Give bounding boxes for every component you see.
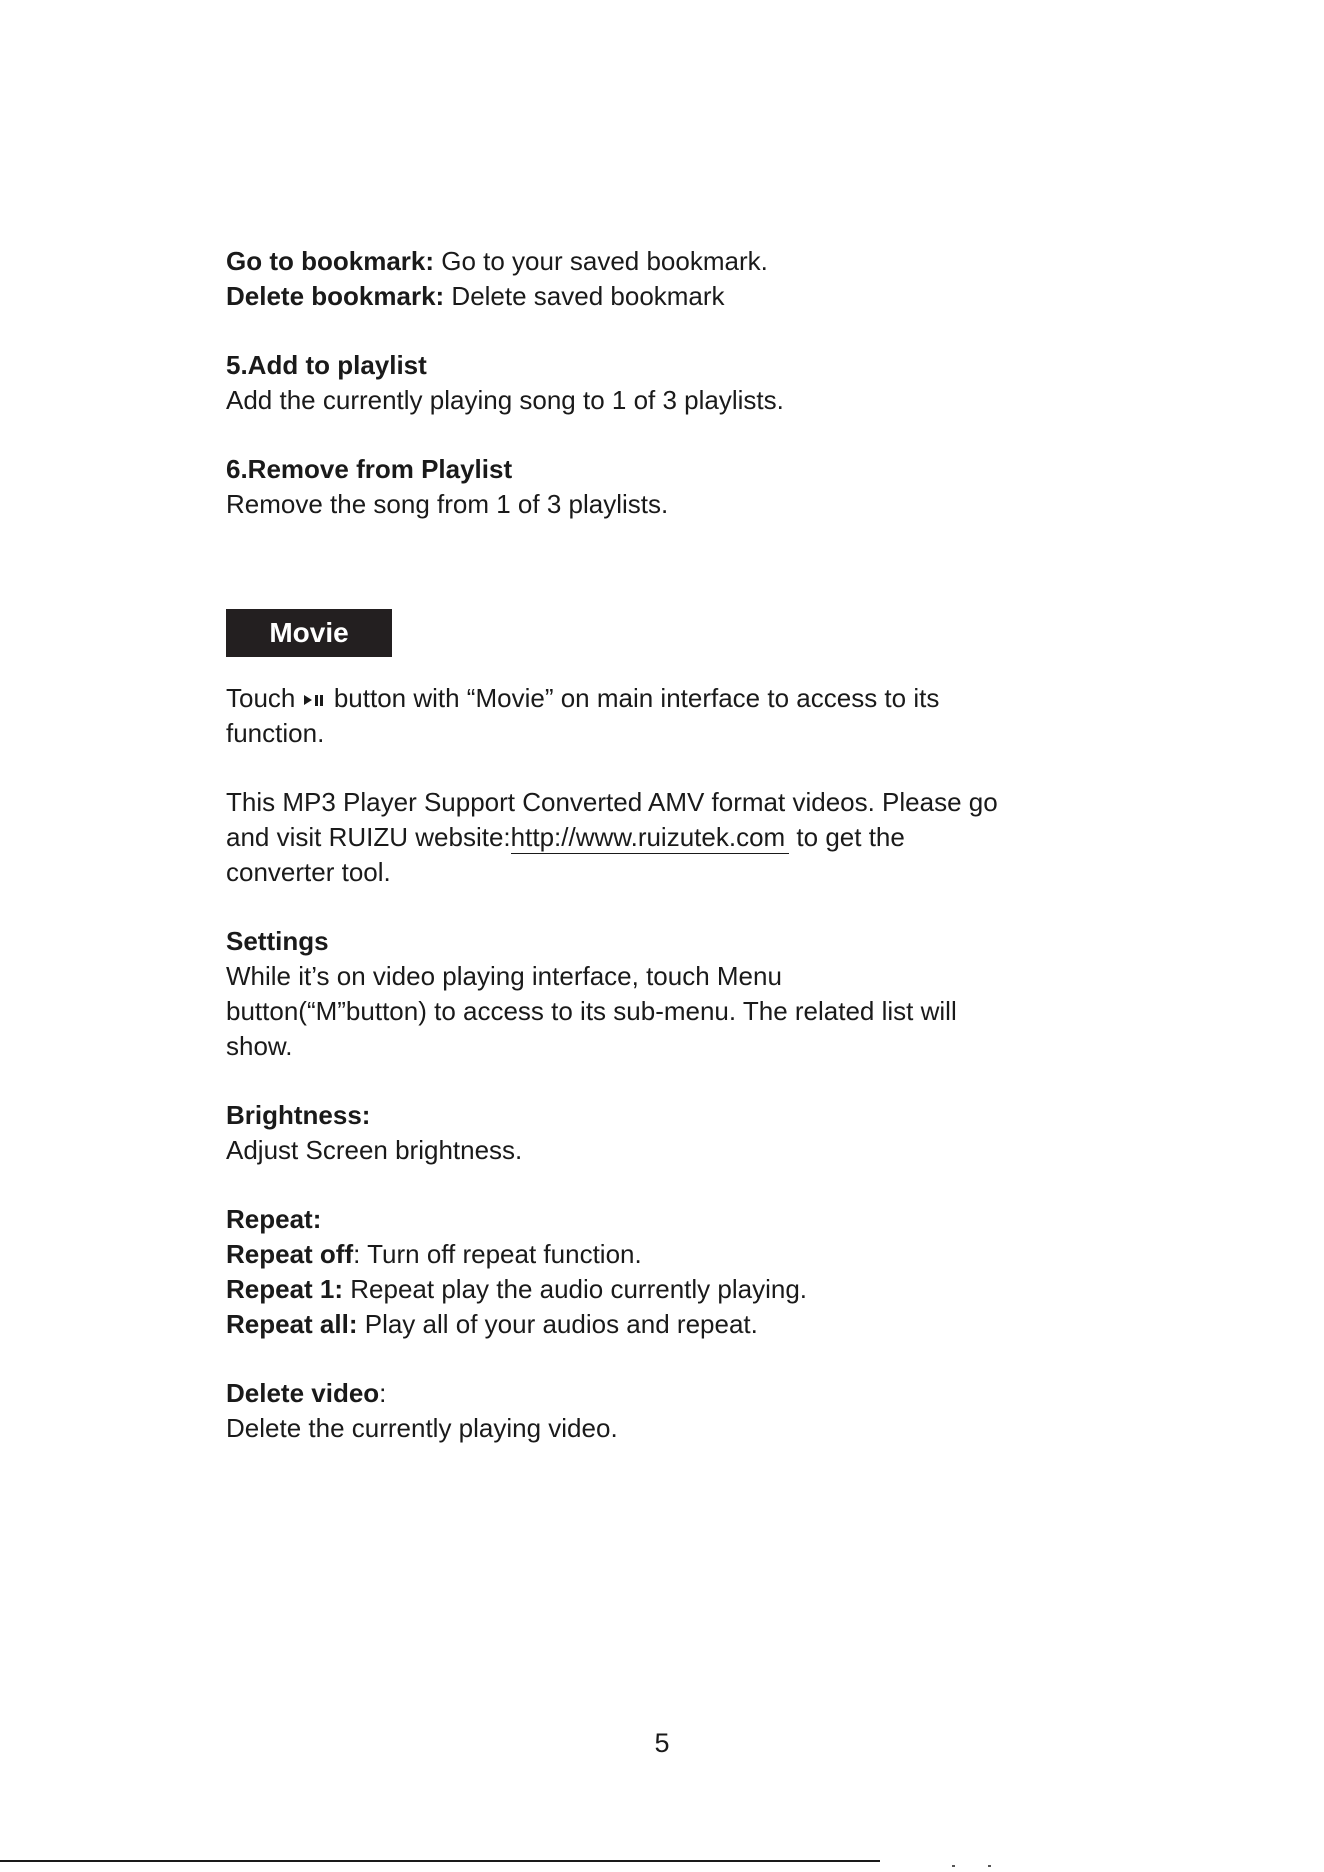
add-playlist-heading: 5.Add to playlist: [226, 350, 427, 380]
goto-bookmark-label: Go to bookmark:: [226, 246, 435, 276]
settings-line3: show.: [226, 1031, 293, 1061]
spacer: [226, 1064, 1126, 1098]
repeat-off-line: [226, 1237, 1126, 1272]
goto-bookmark-line: [226, 244, 1126, 279]
delete-bookmark-text: Delete saved bookmark: [444, 281, 725, 311]
repeat-one-text: Repeat play the audio currently playing.: [343, 1274, 807, 1304]
repeat-one-label: Repeat 1:: [226, 1274, 344, 1304]
movie-intro-line2: function.: [226, 718, 325, 748]
ruizu-website-link[interactable]: http://www.ruizutek.com: [511, 822, 790, 854]
movie-intro-after-icon: button with “Movie” on main interface to access to its: [326, 683, 940, 713]
page-content: [226, 244, 1126, 1446]
remove-playlist-heading: 6.Remove from Playlist: [226, 454, 513, 484]
spacer: [226, 418, 1126, 452]
delete-video-heading-bold: Delete video: [226, 1378, 380, 1408]
add-playlist-text: Add the currently playing song to 1 of 3 playlists.: [226, 385, 784, 415]
repeat-off-text: : Turn off repeat function.: [353, 1239, 642, 1269]
repeat-all-label: Repeat all:: [226, 1309, 358, 1339]
goto-bookmark-text: Go to your saved bookmark.: [434, 246, 768, 276]
brightness-text: Adjust Screen brightness.: [226, 1135, 523, 1165]
spacer: [226, 314, 1126, 348]
page-number: 5: [654, 1728, 670, 1758]
movie-section-title: Movie: [226, 609, 392, 657]
delete-video-heading-colon: :: [379, 1378, 387, 1408]
movie-support-line3: converter tool.: [226, 857, 391, 887]
spacer: [226, 1168, 1126, 1202]
delete-bookmark-label: Delete bookmark:: [226, 281, 445, 311]
settings-line2: button(“M”button) to access to its sub-menu. The related list will: [226, 996, 957, 1026]
movie-support-after-link: to get the: [789, 822, 905, 852]
settings-heading: Settings: [226, 926, 329, 956]
spacer: [226, 522, 1126, 609]
spacer: [226, 1342, 1126, 1376]
repeat-heading: Repeat:: [226, 1204, 322, 1234]
scan-marks-decoration: [950, 1863, 1010, 1869]
repeat-all-text: Play all of your audios and repeat.: [357, 1309, 758, 1339]
brightness-heading: Brightness:: [226, 1100, 371, 1130]
play-pause-icon: [303, 692, 325, 708]
settings-line1: While it’s on video playing interface, touch Menu: [226, 961, 782, 991]
delete-bookmark-line: [226, 279, 1126, 314]
movie-support-line2: [226, 820, 1126, 855]
movie-intro-before-icon: Touch: [226, 683, 303, 713]
spacer: [226, 751, 1126, 785]
repeat-all-line: [226, 1307, 1126, 1342]
remove-playlist-text: Remove the song from 1 of 3 playlists.: [226, 489, 669, 519]
repeat-off-label: Repeat off: [226, 1239, 354, 1269]
spacer: [226, 890, 1126, 924]
delete-video-text: Delete the currently playing video.: [226, 1413, 618, 1443]
movie-support-before-link: and visit RUIZU website:: [226, 822, 511, 852]
delete-video-heading: [226, 1376, 1126, 1411]
movie-support-line1: This MP3 Player Support Converted AMV format videos. Please go: [226, 787, 998, 817]
repeat-one-line: [226, 1272, 1126, 1307]
movie-intro-line: [226, 681, 1126, 716]
bottom-rule: [0, 1860, 880, 1862]
